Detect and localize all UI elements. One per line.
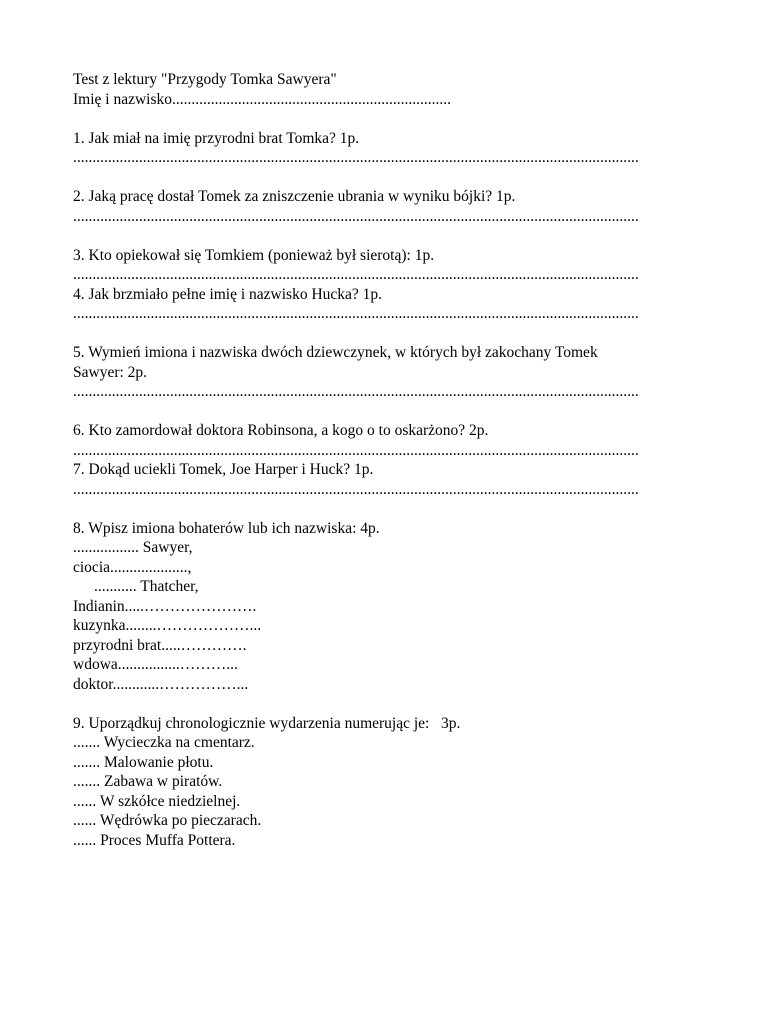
test-document: [73, 70, 698, 850]
q8-item: Indianin.....………………….: [73, 597, 257, 615]
question-3: 3. Kto opiekował się Tomkiem (ponieważ był sierotą): 1p.: [73, 246, 435, 264]
answer-line-7: ..................................................................................................................................................: [73, 480, 639, 498]
question-5-line-2: Sawyer: 2p.: [73, 363, 148, 381]
spacer: [73, 324, 698, 344]
q8-item: kuzynka........………………...: [73, 617, 262, 634]
answer-line-5: ..................................................................................................................................................: [73, 383, 639, 400]
q8-item: ........... Thatcher,: [94, 578, 199, 595]
q9-item: ....... Zabawa w piratów.: [73, 773, 223, 790]
q9-item: ...... Proces Muffa Pottera.: [73, 831, 236, 849]
q9-item: ...... Wędrówka po pieczarach.: [73, 812, 262, 829]
spacer: [73, 109, 698, 129]
question-5-line-1: 5. Wymień imiona i nazwiska dwóch dziewczynek, w których był zakochany Tomek: [73, 344, 598, 361]
q9-item: ....... Malowanie płotu.: [73, 753, 214, 771]
question-8: 8. Wpisz imiona bohaterów lub ich nazwiska: 4p.: [73, 519, 380, 537]
spacer: [73, 499, 698, 519]
q8-item: doktor............……………...: [73, 675, 249, 693]
document-title: Test z lektury "Przygody Tomka Sawyera": [73, 71, 337, 88]
name-field-line: Imię i nazwisko........................................................................: [73, 90, 452, 108]
spacer: [73, 402, 698, 422]
q9-item: ....... Wycieczka na cmentarz.: [73, 734, 255, 751]
answer-line-6: ..................................................................................................................................................: [73, 441, 639, 459]
spacer: [73, 168, 698, 188]
answer-line-2: ..................................................................................................................................................: [73, 207, 639, 225]
q9-item: ...... W szkółce niedzielnej.: [73, 792, 241, 810]
question-7: 7. Dokąd uciekli Tomek, Joe Harper i Huck? 1p.: [73, 461, 374, 478]
question-6: 6. Kto zamordował doktora Robinsona, a kogo o to oskarżono? 2p.: [73, 422, 489, 439]
spacer: [73, 694, 698, 714]
q8-item: ................. Sawyer,: [73, 539, 193, 556]
answer-line-4: ..................................................................................................................................................: [73, 305, 639, 322]
question-1: 1. Jak miał na imię przyrodni brat Tomka? 1p.: [73, 129, 360, 147]
q8-item: wdowa................………...: [73, 656, 238, 673]
spacer: [73, 226, 698, 246]
q8-item: ciocia....................,: [73, 558, 192, 576]
question-4: 4. Jak brzmiało pełne imię i nazwisko Hucka? 1p.: [73, 285, 383, 303]
answer-line-3: ..................................................................................................................................................: [73, 266, 639, 283]
q8-item: przyrodni brat.....………….: [73, 636, 247, 654]
question-2: 2. Jaką pracę dostał Tomek za zniszczenie ubrania w wyniku bójki? 1p.: [73, 188, 516, 205]
question-9: 9. Uporządkuj chronologicznie wydarzenia numerując je: 3p.: [73, 714, 461, 732]
answer-line-1: ..................................................................................................................................................: [73, 149, 639, 166]
